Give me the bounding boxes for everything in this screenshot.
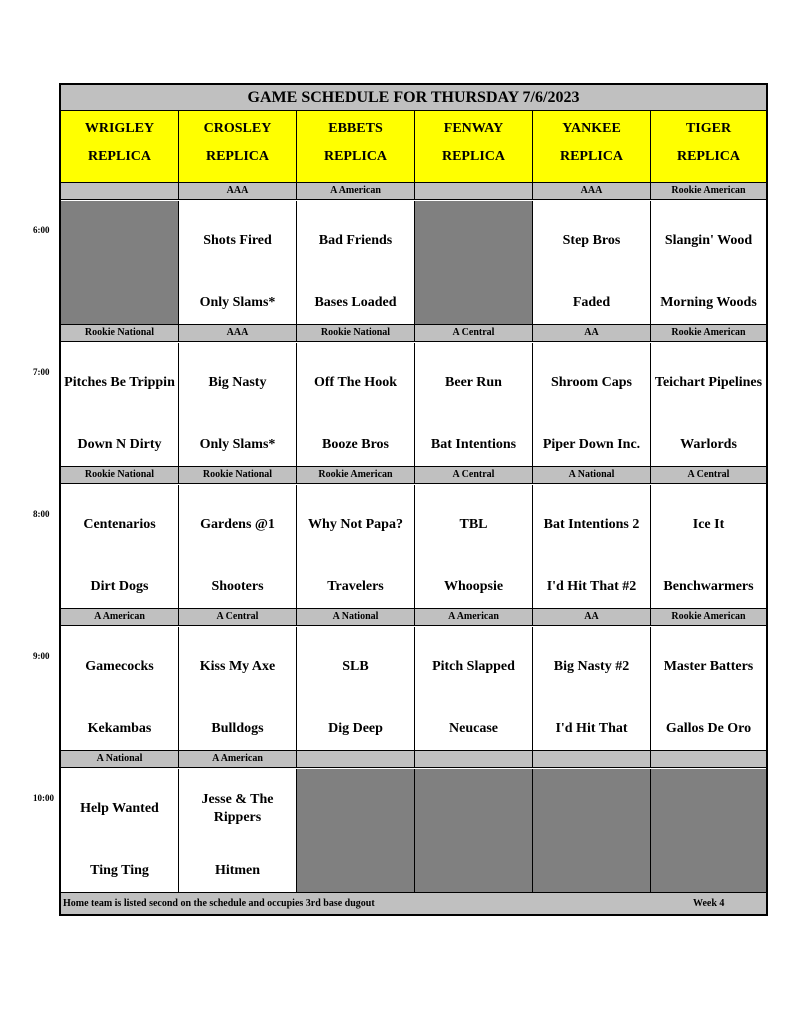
game-cell bbox=[533, 627, 651, 750]
week-label: Week 4 bbox=[693, 898, 725, 909]
away-team: Shots Fired bbox=[203, 233, 272, 248]
away-team: Why Not Papa? bbox=[308, 517, 403, 532]
away-team: Pitches Be Trippin bbox=[64, 375, 175, 390]
division-label: A National bbox=[61, 751, 179, 767]
away-team: Slangin' Wood bbox=[664, 233, 753, 248]
home-team: Travelers bbox=[327, 579, 384, 594]
home-team: I'd Hit That #2 bbox=[546, 579, 637, 594]
empty-slot bbox=[297, 769, 415, 892]
game-cell bbox=[533, 201, 651, 324]
division-label: Rookie National bbox=[61, 325, 179, 341]
home-team: Neucase bbox=[449, 721, 498, 736]
division-label: AA bbox=[533, 609, 651, 625]
away-team: Step Bros bbox=[562, 233, 621, 248]
home-team: Only Slams* bbox=[199, 437, 276, 452]
schedule-sheet bbox=[59, 83, 768, 916]
game-cell bbox=[61, 769, 179, 892]
division-label: A American bbox=[415, 609, 533, 625]
away-team: Help Wanted bbox=[80, 801, 159, 816]
game-cell bbox=[415, 485, 533, 608]
time-slot-row bbox=[61, 627, 766, 751]
division-label bbox=[297, 751, 415, 767]
field-subtitle: REPLICA bbox=[676, 149, 740, 164]
home-team: Dig Deep bbox=[328, 721, 383, 736]
field-subtitle: REPLICA bbox=[205, 149, 269, 164]
away-team: TBL bbox=[459, 517, 488, 532]
home-team: Benchwarmers bbox=[663, 579, 754, 594]
field-header-3 bbox=[415, 111, 533, 183]
division-label bbox=[415, 183, 533, 199]
away-team: Big Nasty bbox=[208, 375, 267, 390]
home-team: Only Slams* bbox=[199, 295, 276, 310]
home-team: Bulldogs bbox=[211, 721, 264, 736]
division-row bbox=[61, 609, 766, 626]
time-slot-row bbox=[61, 485, 766, 609]
field-subtitle: REPLICA bbox=[441, 149, 505, 164]
field-name: WRIGLEY bbox=[84, 121, 155, 136]
game-cell bbox=[533, 343, 651, 466]
field-header-0 bbox=[61, 111, 179, 183]
empty-slot bbox=[651, 769, 766, 892]
time-slot-row bbox=[61, 769, 766, 893]
page-title: GAME SCHEDULE FOR THURSDAY 7/6/2023 bbox=[61, 85, 766, 111]
time-slot-row bbox=[61, 201, 766, 325]
time-label: 8:00 bbox=[33, 509, 50, 519]
division-label: Rookie American bbox=[671, 611, 746, 622]
game-cell bbox=[651, 201, 766, 324]
game-cell bbox=[651, 627, 766, 750]
home-team: Warlords bbox=[680, 437, 737, 452]
empty-slot bbox=[415, 201, 533, 324]
empty-slot bbox=[533, 769, 651, 892]
game-cell bbox=[533, 485, 651, 608]
field-name: EBBETS bbox=[328, 121, 383, 136]
division-label: A National bbox=[533, 467, 651, 483]
division-label: Rookie National bbox=[297, 325, 415, 341]
home-team: Ting Ting bbox=[90, 863, 149, 878]
away-team: Pitch Slapped bbox=[432, 659, 515, 674]
footer-note: Home team is listed second on the schedule and occupies 3rd base dugout bbox=[63, 898, 375, 909]
division-label: AAA bbox=[179, 325, 297, 341]
time-label: 9:00 bbox=[33, 651, 50, 661]
division-label: AAA bbox=[533, 183, 651, 199]
division-label bbox=[651, 751, 766, 767]
home-team: Booze Bros bbox=[321, 437, 389, 452]
away-team: Gamecocks bbox=[85, 659, 154, 674]
field-header-5 bbox=[651, 111, 766, 183]
away-team: Master Batters bbox=[663, 659, 754, 674]
game-cell bbox=[179, 201, 297, 324]
game-cell bbox=[297, 201, 415, 324]
time-slot-row bbox=[61, 343, 766, 467]
home-team: Hitmen bbox=[214, 863, 261, 878]
away-team: Shroom Caps bbox=[550, 375, 633, 390]
home-team: I'd Hit That bbox=[555, 721, 628, 736]
home-team: Bat Intentions bbox=[430, 437, 517, 452]
division-label bbox=[533, 751, 651, 767]
division-row bbox=[61, 751, 766, 768]
home-team: Morning Woods bbox=[660, 295, 757, 310]
footer-bar bbox=[61, 893, 766, 914]
game-cell bbox=[61, 485, 179, 608]
time-label: 6:00 bbox=[33, 225, 50, 235]
field-subtitle: REPLICA bbox=[323, 149, 387, 164]
division-label: Rookie National bbox=[61, 467, 179, 483]
field-name: FENWAY bbox=[443, 121, 504, 136]
away-team: Big Nasty #2 bbox=[553, 659, 630, 674]
field-header-2 bbox=[297, 111, 415, 183]
empty-slot bbox=[61, 201, 179, 324]
division-label: A National bbox=[297, 609, 415, 625]
division-label: Rookie National bbox=[179, 467, 297, 483]
field-subtitle: REPLICA bbox=[559, 149, 623, 164]
away-team: Kiss My Axe bbox=[199, 659, 276, 674]
game-cell bbox=[415, 343, 533, 466]
division-label: AA bbox=[533, 325, 651, 341]
game-cell bbox=[415, 627, 533, 750]
home-team: Dirt Dogs bbox=[90, 579, 149, 594]
division-label: A Central bbox=[687, 469, 730, 480]
field-header-row bbox=[61, 111, 766, 183]
field-subtitle: REPLICA bbox=[87, 149, 151, 164]
game-cell bbox=[179, 769, 297, 892]
away-team: Gardens @1 bbox=[200, 517, 275, 532]
time-label: 10:00 bbox=[33, 793, 54, 803]
home-team: Whoopsie bbox=[443, 579, 504, 594]
field-name: YANKEE bbox=[562, 121, 621, 136]
away-team: Centenarios bbox=[83, 517, 156, 532]
division-label: A Central bbox=[415, 467, 533, 483]
away-team: Beer Run bbox=[445, 375, 502, 390]
division-row bbox=[61, 467, 766, 484]
game-cell bbox=[179, 343, 297, 466]
division-label bbox=[61, 183, 179, 199]
time-label: 7:00 bbox=[33, 367, 50, 377]
game-cell bbox=[61, 627, 179, 750]
away-team: Jesse & The Rippers bbox=[201, 792, 274, 825]
field-name: CROSLEY bbox=[203, 121, 272, 136]
division-label: A Central bbox=[179, 609, 297, 625]
away-team: Teichart Pipelines bbox=[654, 375, 763, 390]
home-team: Piper Down Inc. bbox=[542, 437, 641, 452]
field-header-1 bbox=[179, 111, 297, 183]
home-team: Shooters bbox=[211, 579, 264, 594]
game-cell bbox=[61, 343, 179, 466]
home-team: Bases Loaded bbox=[314, 295, 397, 310]
game-cell bbox=[651, 343, 766, 466]
field-header-4 bbox=[533, 111, 651, 183]
division-label: A American bbox=[297, 183, 415, 199]
game-cell bbox=[651, 485, 766, 608]
home-team: Gallos De Oro bbox=[665, 721, 752, 736]
division-label: A American bbox=[179, 751, 297, 767]
division-label: Rookie American bbox=[671, 327, 746, 338]
away-team: Off The Hook bbox=[314, 375, 397, 390]
division-label: A Central bbox=[415, 325, 533, 341]
division-label bbox=[415, 751, 533, 767]
home-team: Faded bbox=[572, 295, 611, 310]
away-team: Bat Intentions 2 bbox=[543, 517, 640, 532]
division-label: Rookie American bbox=[671, 185, 746, 196]
away-team: SLB bbox=[342, 659, 369, 674]
home-team: Kekambas bbox=[87, 721, 152, 736]
home-team: Down N Dirty bbox=[77, 437, 162, 452]
empty-slot bbox=[415, 769, 533, 892]
away-team: Ice It bbox=[692, 517, 725, 532]
game-cell bbox=[297, 485, 415, 608]
away-team: Bad Friends bbox=[318, 233, 393, 248]
game-cell bbox=[179, 627, 297, 750]
field-name: TIGER bbox=[685, 121, 732, 136]
game-cell bbox=[179, 485, 297, 608]
division-row bbox=[61, 325, 766, 342]
division-label: Rookie American bbox=[297, 467, 415, 483]
division-label: AAA bbox=[179, 183, 297, 199]
division-row bbox=[61, 183, 766, 200]
division-label: A American bbox=[61, 609, 179, 625]
game-cell bbox=[297, 343, 415, 466]
game-cell bbox=[297, 627, 415, 750]
